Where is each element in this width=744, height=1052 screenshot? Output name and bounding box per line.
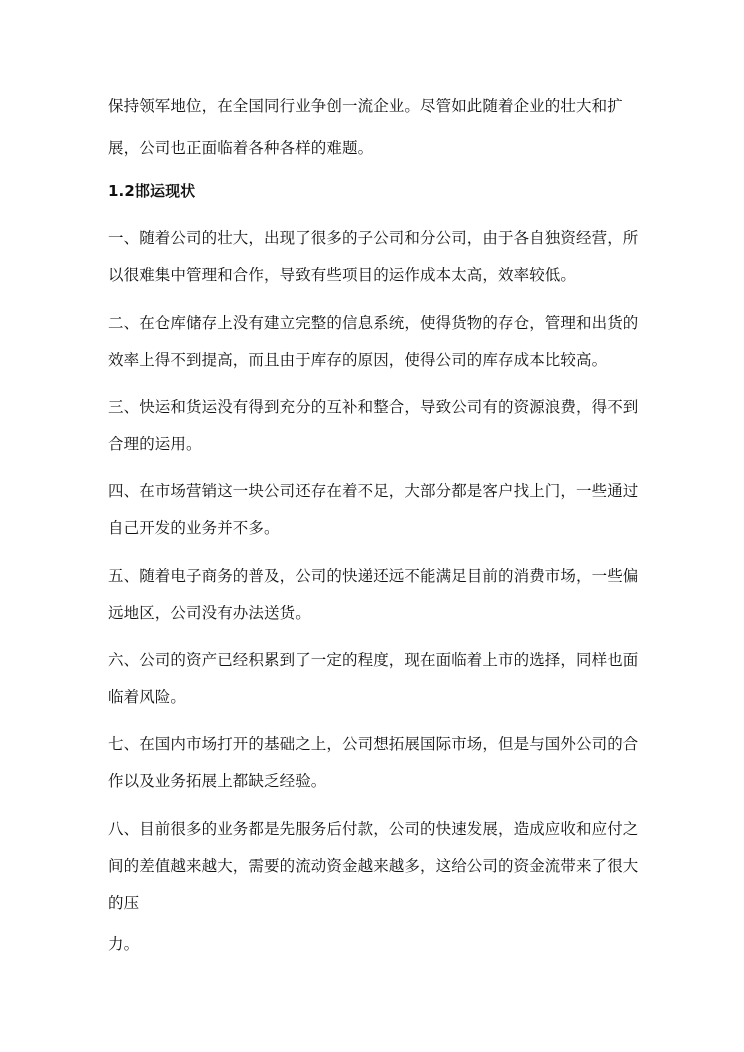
item-8-line-3: 的压 bbox=[108, 894, 140, 912]
section-heading: 1.2邯运现状 bbox=[108, 182, 196, 200]
item-2-line-2: 效率上得不到提高，而且由于库存的原因，使得公司的库存成本比较高。 bbox=[108, 351, 608, 369]
intro-line-1: 保持领军地位，在全国同行业争创一流企业。尽管如此随着企业的壮大和扩 bbox=[108, 97, 623, 115]
item-3-line-1: 三、快运和货运没有得到充分的互补和整合，导致公司有的资源浪费，得不到 bbox=[108, 398, 639, 416]
item-8-line-1: 八、目前很多的业务都是先服务后付款，公司的快速发展，造成应收和应付之 bbox=[108, 820, 639, 838]
item-1-line-2: 以很难集中管理和合作，导致有些项目的运作成本太高，效率较低。 bbox=[108, 266, 577, 284]
item-8-line-2: 间的差值越来越大，需要的流动资金越来越多，这给公司的资金流带来了很大 bbox=[108, 857, 639, 875]
item-5-line-2: 远地区，公司没有办法送货。 bbox=[108, 604, 311, 622]
item-6-line-2: 临着风险。 bbox=[108, 688, 187, 706]
item-3-line-2: 合理的运用。 bbox=[108, 435, 202, 453]
intro-line-2: 展，公司也正面临着各种各样的难题。 bbox=[108, 139, 374, 157]
item-4-line-1: 四、在市场营销这一块公司还存在着不足，大部分都是客户找上门，一些通过 bbox=[108, 482, 639, 500]
item-7-line-1: 七、在国内市场打开的基础之上，公司想拓展国际市场，但是与国外公司的合 bbox=[108, 735, 639, 753]
item-2-line-1: 二、在仓库储存上没有建立完整的信息系统，使得货物的存仓，管理和出货的 bbox=[108, 314, 639, 332]
item-5-line-1: 五、随着电子商务的普及，公司的快递还远不能满足目前的消费市场，一些偏 bbox=[108, 567, 639, 585]
item-4-line-2: 自己开发的业务并不多。 bbox=[108, 519, 280, 537]
item-7-line-2: 作以及业务拓展上都缺乏经验。 bbox=[108, 772, 327, 790]
item-6-line-1: 六、公司的资产已经积累到了一定的程度，现在面临着上市的选择，同样也面 bbox=[108, 651, 639, 669]
item-1-line-1: 一、随着公司的壮大，出现了很多的子公司和分公司，由于各自独资经营，所 bbox=[108, 229, 639, 247]
item-8-line-4: 力。 bbox=[108, 935, 140, 953]
